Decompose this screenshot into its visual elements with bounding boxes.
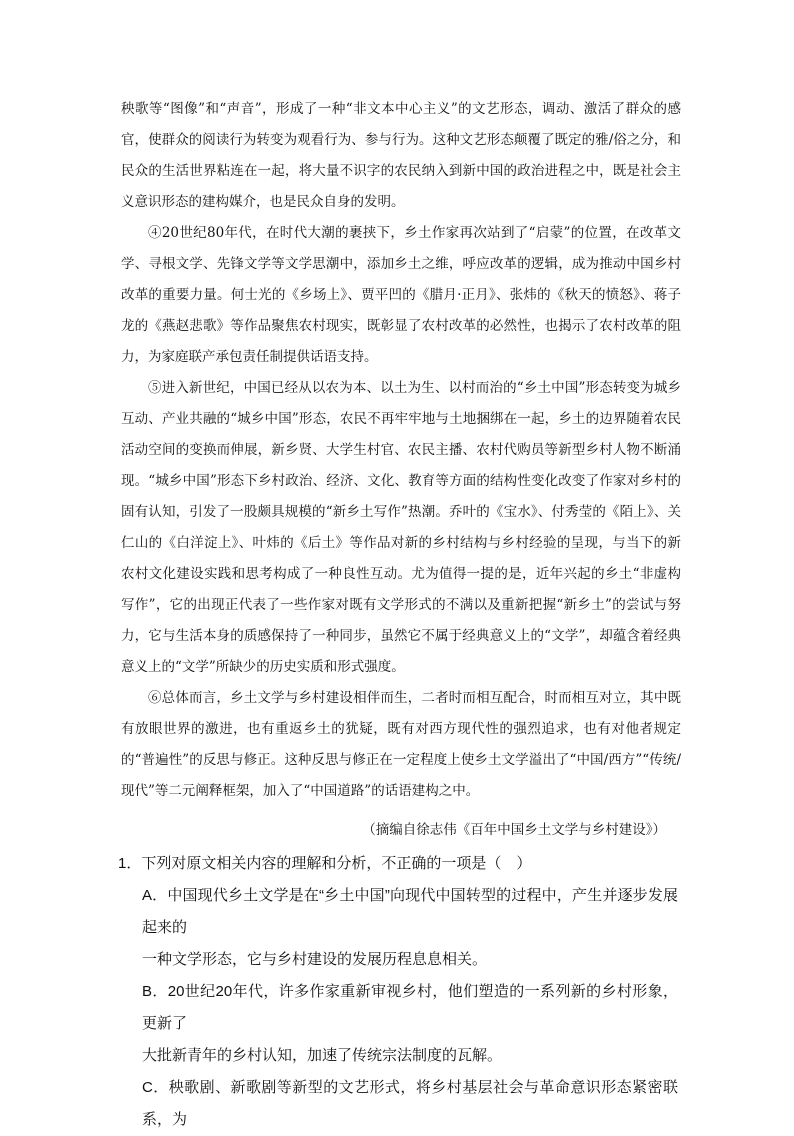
option-c (118, 1072, 678, 1136)
passage-source: （摘编自徐志伟《百年中国乡土文学与乡村建设》） (362, 822, 666, 838)
option-a-line1: 中国现代乡土文学是在“乡土中国”向现代中国转型的过程中，产生并逐步发展起来的 (142, 887, 678, 936)
option-b-line1: 20世纪20年代，许多作家重新审视乡村，他们塑造的一系列新的乡村形象，更新了 (142, 983, 678, 1032)
question-number: 1． (118, 855, 142, 872)
question-text: 下列对原文相关内容的理解和分析，不正确的一项是（ ） (141, 855, 532, 872)
option-c-line1: 秧歌剧、新歌剧等新型的文艺形式，将乡村基层社会与革命意识形态紧密联系，为 (142, 1079, 678, 1128)
paragraph-6: ⑥总体而言，乡土文学与乡村建设相伴而生，二者时而相互配合，时而相互对立，其中既有放眼世界的激进，也有重返乡土的犹疑，既有对西方现代性的强烈追求，也有对他者规定的“普遍性”的反思与修正。这种反思与修正在一定程度上使乡土文学溢出了“中国/西方”“传统/现代”等二元阐释框架，加入了“中国道路”的话语建构之中。 (121, 690, 681, 799)
option-b-line2: 大批新青年的乡村认知，加速了传统宗法制度的瓦解。 (142, 1047, 503, 1064)
paragraph-4: ④20世纪80年代，在时代大潮的裹挟下，乡土作家再次站到了“启蒙”的位置，在改革文学、寻根文学、先锋文学等文学思潮中，添加乡土之维，呼应改革的逻辑，成为推动中国乡村改革的重要力量。何士光的《乡场上》、贾平凹的《腊月·正月》、张炜的《秋天的愤怒》、蒋子龙的《燕赵悲歌》等作品聚焦农村现实，既彰显了农村改革的必然性，也揭示了农村改革的阻力，为家庭联产承包责任制提供话语支持。 (121, 225, 681, 365)
option-b-label: B． (142, 983, 168, 1000)
option-c-label: C． (142, 1079, 169, 1096)
option-a-line2: 一种文学形态，它与乡村建设的发展历程息息相关。 (142, 951, 488, 968)
option-a-label: A． (142, 887, 168, 904)
paragraph-continued: 秧歌等“图像”和“声音”，形成了一种“非文本中心主义”的文艺形态，调动、激活了群众的感官，使群众的阅读行为转变为观看行为、参与行为。这种文艺形态颠覆了既定的雅/俗之分，和民众的生活世界粘连在一起，将大量不识字的农民纳入到新中国的政治进程之中，既是社会主义意识形态的建构媒介，也是民众自身的发明。 (121, 101, 681, 210)
paragraph-5: ⑤进入新世纪，中国已经从以农为本、以土为生、以村而治的“乡土中国”形态转变为城乡互动、产业共融的“城乡中国”形态，农民不再牢牢地与土地捆绑在一起，乡土的边界随着农民活动空间的变换而伸展，新乡贤、大学生村官、农民主播、农村代购员等新型乡村人物不断涌现。“城乡中国”形态下乡村政治、经济、文化、教育等方面的结构性变化改变了作家对乡村的固有认知，引发了一股颇具规模的“新乡土写作”热潮。乔叶的《宝水》、付秀莹的《陌上》、关仁山的《白洋淀上》、叶炜的《后土》等作品对新的乡村结构与乡村经验的呈现，与当下的新农村文化建设实践和思考构成了一种良性互动。尤为值得一提的是，近年兴起的乡土“非虚构写作”，它的出现正代表了一些作家对既有文学形式的不满以及重新把握“新乡土”的尝试与努力，它与生活本身的质感保持了一种同步，虽然它不属于经典意义上的“文学”，却蕴含着经典意义上的“文学”所缺少的历史实质和形式强度。 (121, 380, 681, 675)
passage-body (121, 94, 681, 807)
question-1 (118, 848, 678, 1136)
option-b (118, 976, 678, 1072)
question-stem (118, 848, 678, 880)
option-a (118, 880, 678, 976)
